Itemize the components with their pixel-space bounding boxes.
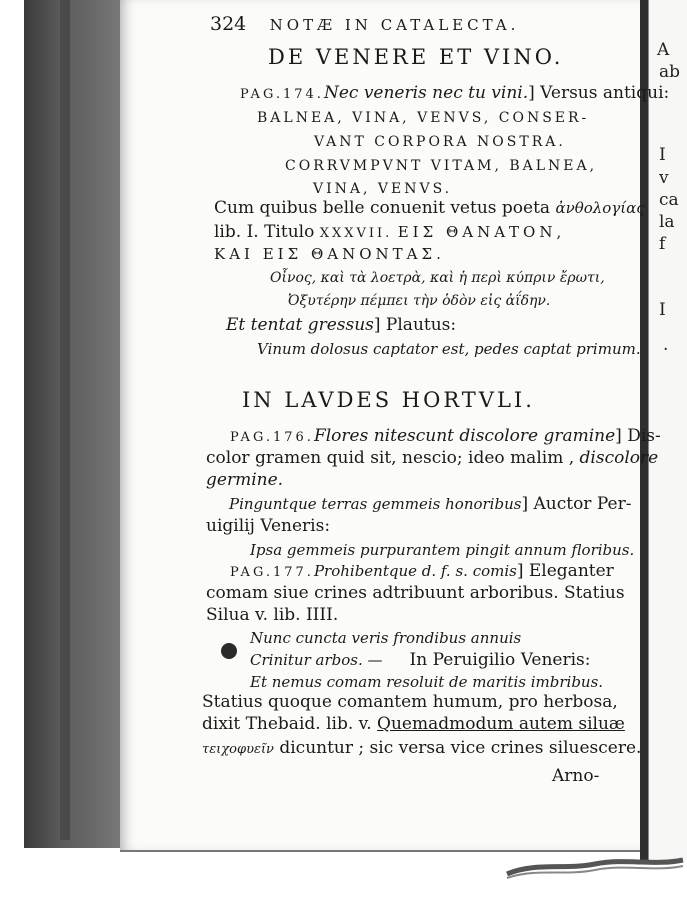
- text-line: VANT CORPORA NOSTRA.: [314, 134, 566, 150]
- text-line: ΚΑΙ ΕΙΣ ΘΑΝΟΝΤΑΣ.: [214, 245, 445, 263]
- section-title: DE VENERE ET VINO.: [268, 45, 564, 69]
- text-line: Statius quoque comantem humum, pro herbosa,: [202, 692, 618, 712]
- text-line: uigilij Veneris:: [206, 516, 331, 536]
- text-line: dixit Thebaid. lib. v. Quemadmodum autem siluæ: [202, 714, 625, 734]
- running-head: [210, 13, 519, 35]
- text-line: Cum quibus belle conuenit vetus poeta ἀνθολογίας: [214, 198, 645, 218]
- text-line: comam siue crines adtribuunt arboribus. Statius: [206, 583, 625, 603]
- text-line: VINA, VENVS.: [313, 181, 453, 197]
- page-edge-stripe: [60, 0, 70, 840]
- verse-line: Οἶνος, καὶ τὰ λοετρὰ, καὶ ἡ περὶ κύπριν ἔρωτι,: [270, 270, 605, 286]
- text-line: germine.: [206, 470, 284, 490]
- text-line: lib. I. Titulo XXXVII. ΕΙΣ ΘΑΝΑΤΟΝ,: [214, 222, 566, 242]
- edge-letter: ab: [659, 62, 681, 82]
- edge-letter: f: [659, 234, 666, 254]
- page-blot-mark: [221, 643, 237, 659]
- text-line: Pinguntque terras gemmeis honoribus] Auctor Per-: [229, 494, 632, 514]
- edge-letter: A: [657, 40, 670, 60]
- catchword: Arno-: [552, 766, 600, 786]
- verse-line: Et nemus comam resoluit de maritis imbribus.: [250, 673, 604, 691]
- section-title: IN LAVDES HORTVLI.: [242, 388, 535, 412]
- edge-letter: v: [659, 168, 669, 188]
- text-line: BALNEA, VINA, VENVS, CONSER-: [257, 110, 590, 126]
- verse-line: Crinitur arbos. — In Peruigilio Veneris:: [250, 650, 591, 670]
- edge-letter: .: [663, 335, 669, 355]
- text-line: CORRVMPVNT VITAM, BALNEA,: [285, 158, 598, 174]
- text-line: color gramen quid sit, nescio; ideo malim , discolore: [206, 448, 659, 468]
- text-line: PAG.174.Nec veneris nec tu vini.] Versus antiqui:: [240, 83, 670, 103]
- edge-letter: I: [659, 300, 666, 320]
- edge-letter: ca: [659, 190, 679, 210]
- bookmark-ribbon: [505, 852, 685, 882]
- verse-line: Ipsa gemmeis purpurantem pingit annum floribus.: [250, 541, 635, 559]
- text-line: τειχοφυεῖν dicuntur ; sic versa vice crines siluescere.: [202, 738, 642, 758]
- text-line: Silua v. lib. IIII.: [206, 605, 339, 625]
- text-line: PAG.176.Flores nitescunt discolore gramine] Dis-: [230, 426, 661, 446]
- text-line: PAG.177.Prohibentque d. f. s. comis] Eleganter: [230, 561, 614, 581]
- edge-letter: la: [659, 212, 675, 232]
- verse-line: Nunc cuncta veris frondibus annuis: [250, 629, 522, 647]
- edge-letter: I: [659, 145, 666, 165]
- page-number: 324: [210, 13, 247, 35]
- text-line: Et tentat gressus] Plautus:: [226, 315, 457, 335]
- running-head-title: NOTÆ IN CATALECTA.: [269, 16, 520, 34]
- verse-line: Vinum dolosus captator est, pedes captat primum.: [257, 340, 641, 358]
- verse-line: Ὀξυτέρην πέμπει τὴν ὁδὸν εἰς ἀΐδην.: [288, 293, 551, 309]
